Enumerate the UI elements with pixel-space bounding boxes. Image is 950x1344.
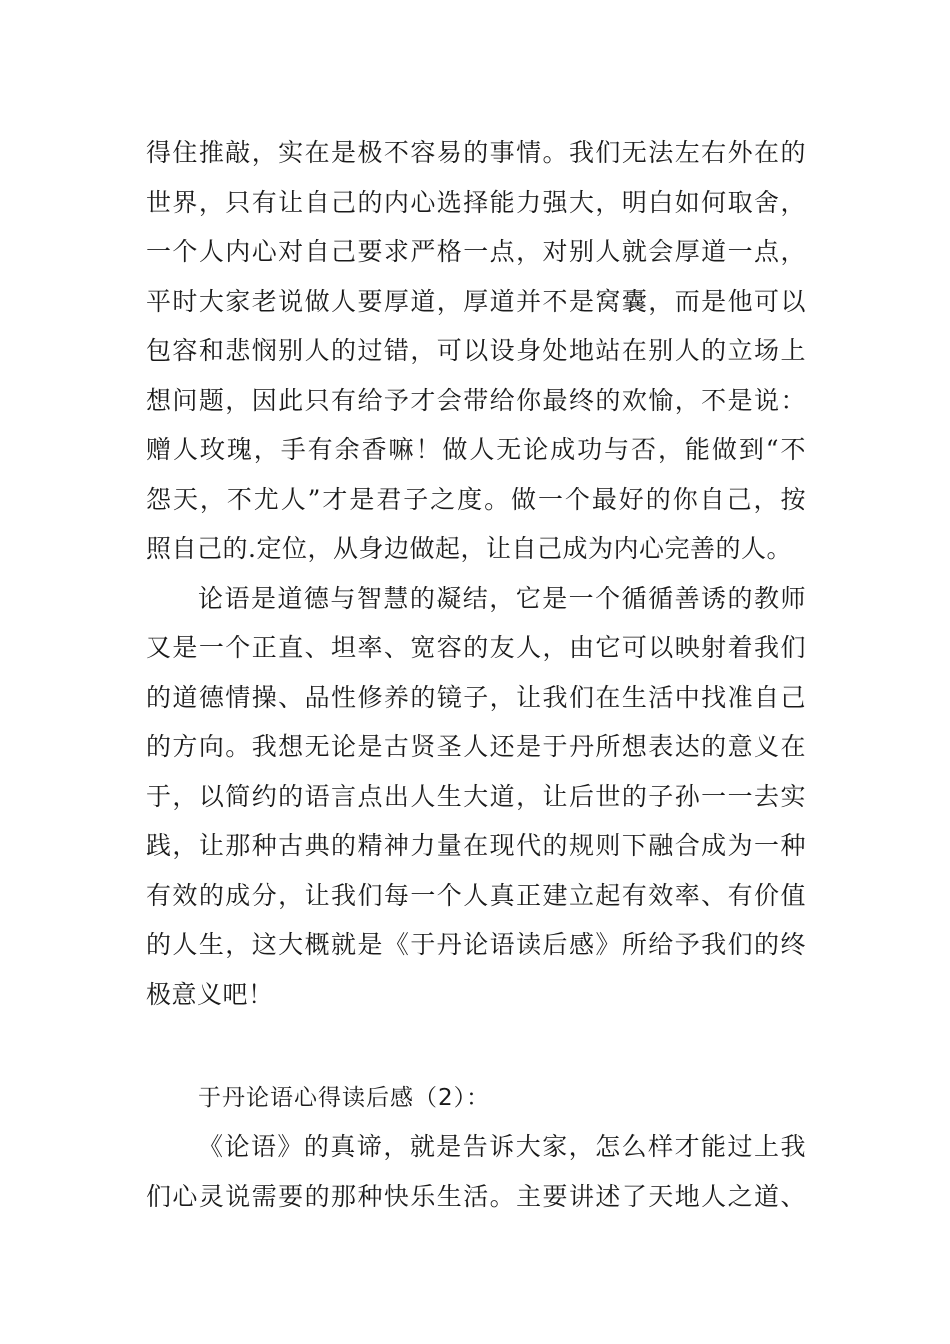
paragraph-2-line-5: 于，以简约的语言点出人生大道，让后世的子孙一一去实 bbox=[146, 782, 806, 811]
paragraph-3-line-1: 《论语》的真谛，就是告诉大家，怎么样才能过上我 bbox=[198, 1132, 806, 1161]
paragraph-2-line-1: 论语是道德与智慧的凝结，它是一个循循善诱的教师 bbox=[198, 584, 806, 613]
paragraph-2-line-4: 的方向。我想无论是古贤圣人还是于丹所想表达的意义在 bbox=[146, 732, 806, 761]
paragraph-1-line-1: 得住推敲，实在是极不容易的事情。我们无法左右外在的 bbox=[146, 138, 806, 167]
paragraph-1-line-6: 想问题，因此只有给予才会带给你最终的欢愉，不是说： bbox=[146, 386, 806, 415]
paragraph-1-line-7: 赠人玫瑰，手有余香嘛！做人无论成功与否，能做到“不 bbox=[146, 435, 806, 464]
paragraph-2-line-6: 践，让那种古典的精神力量在现代的规则下融合成为一种 bbox=[146, 831, 806, 860]
paragraph-3-line-2: 们心灵说需要的那种快乐生活。主要讲述了天地人之道、 bbox=[146, 1182, 806, 1211]
paragraph-1-line-3: 一个人内心对自己要求严格一点，对别人就会厚道一点， bbox=[146, 237, 806, 266]
paragraph-2-line-2: 又是一个正直、坦率、宽容的友人，由它可以映射着我们 bbox=[146, 633, 806, 662]
paragraph-2-line-7: 有效的成分，让我们每一个人真正建立起有效率、有价值 bbox=[146, 881, 806, 910]
paragraph-2-line-8: 的人生，这大概就是《于丹论语读后感》所给予我们的终 bbox=[146, 930, 806, 959]
paragraph-1-line-9: 照自己的.定位，从身边做起，让自己成为内心完善的人。 bbox=[146, 534, 792, 563]
paragraph-2-line-9: 极意义吧！ bbox=[146, 980, 274, 1009]
section-heading: 于丹论语心得读后感（2）： bbox=[198, 1085, 491, 1111]
paragraph-1-line-4: 平时大家老说做人要厚道，厚道并不是窝囊，而是他可以 bbox=[146, 287, 806, 316]
paragraph-1-line-5: 包容和悲悯别人的过错，可以设身处地站在别人的立场上 bbox=[146, 336, 806, 365]
paragraph-1-line-2: 世界，只有让自己的内心选择能力强大，明白如何取舍， bbox=[146, 188, 806, 217]
paragraph-1-line-8: 怨天，不尤人”才是君子之度。做一个最好的你自己，按 bbox=[146, 485, 806, 514]
paragraph-2-line-3: 的道德情操、品性修养的镜子，让我们在生活中找准自己 bbox=[146, 683, 806, 712]
